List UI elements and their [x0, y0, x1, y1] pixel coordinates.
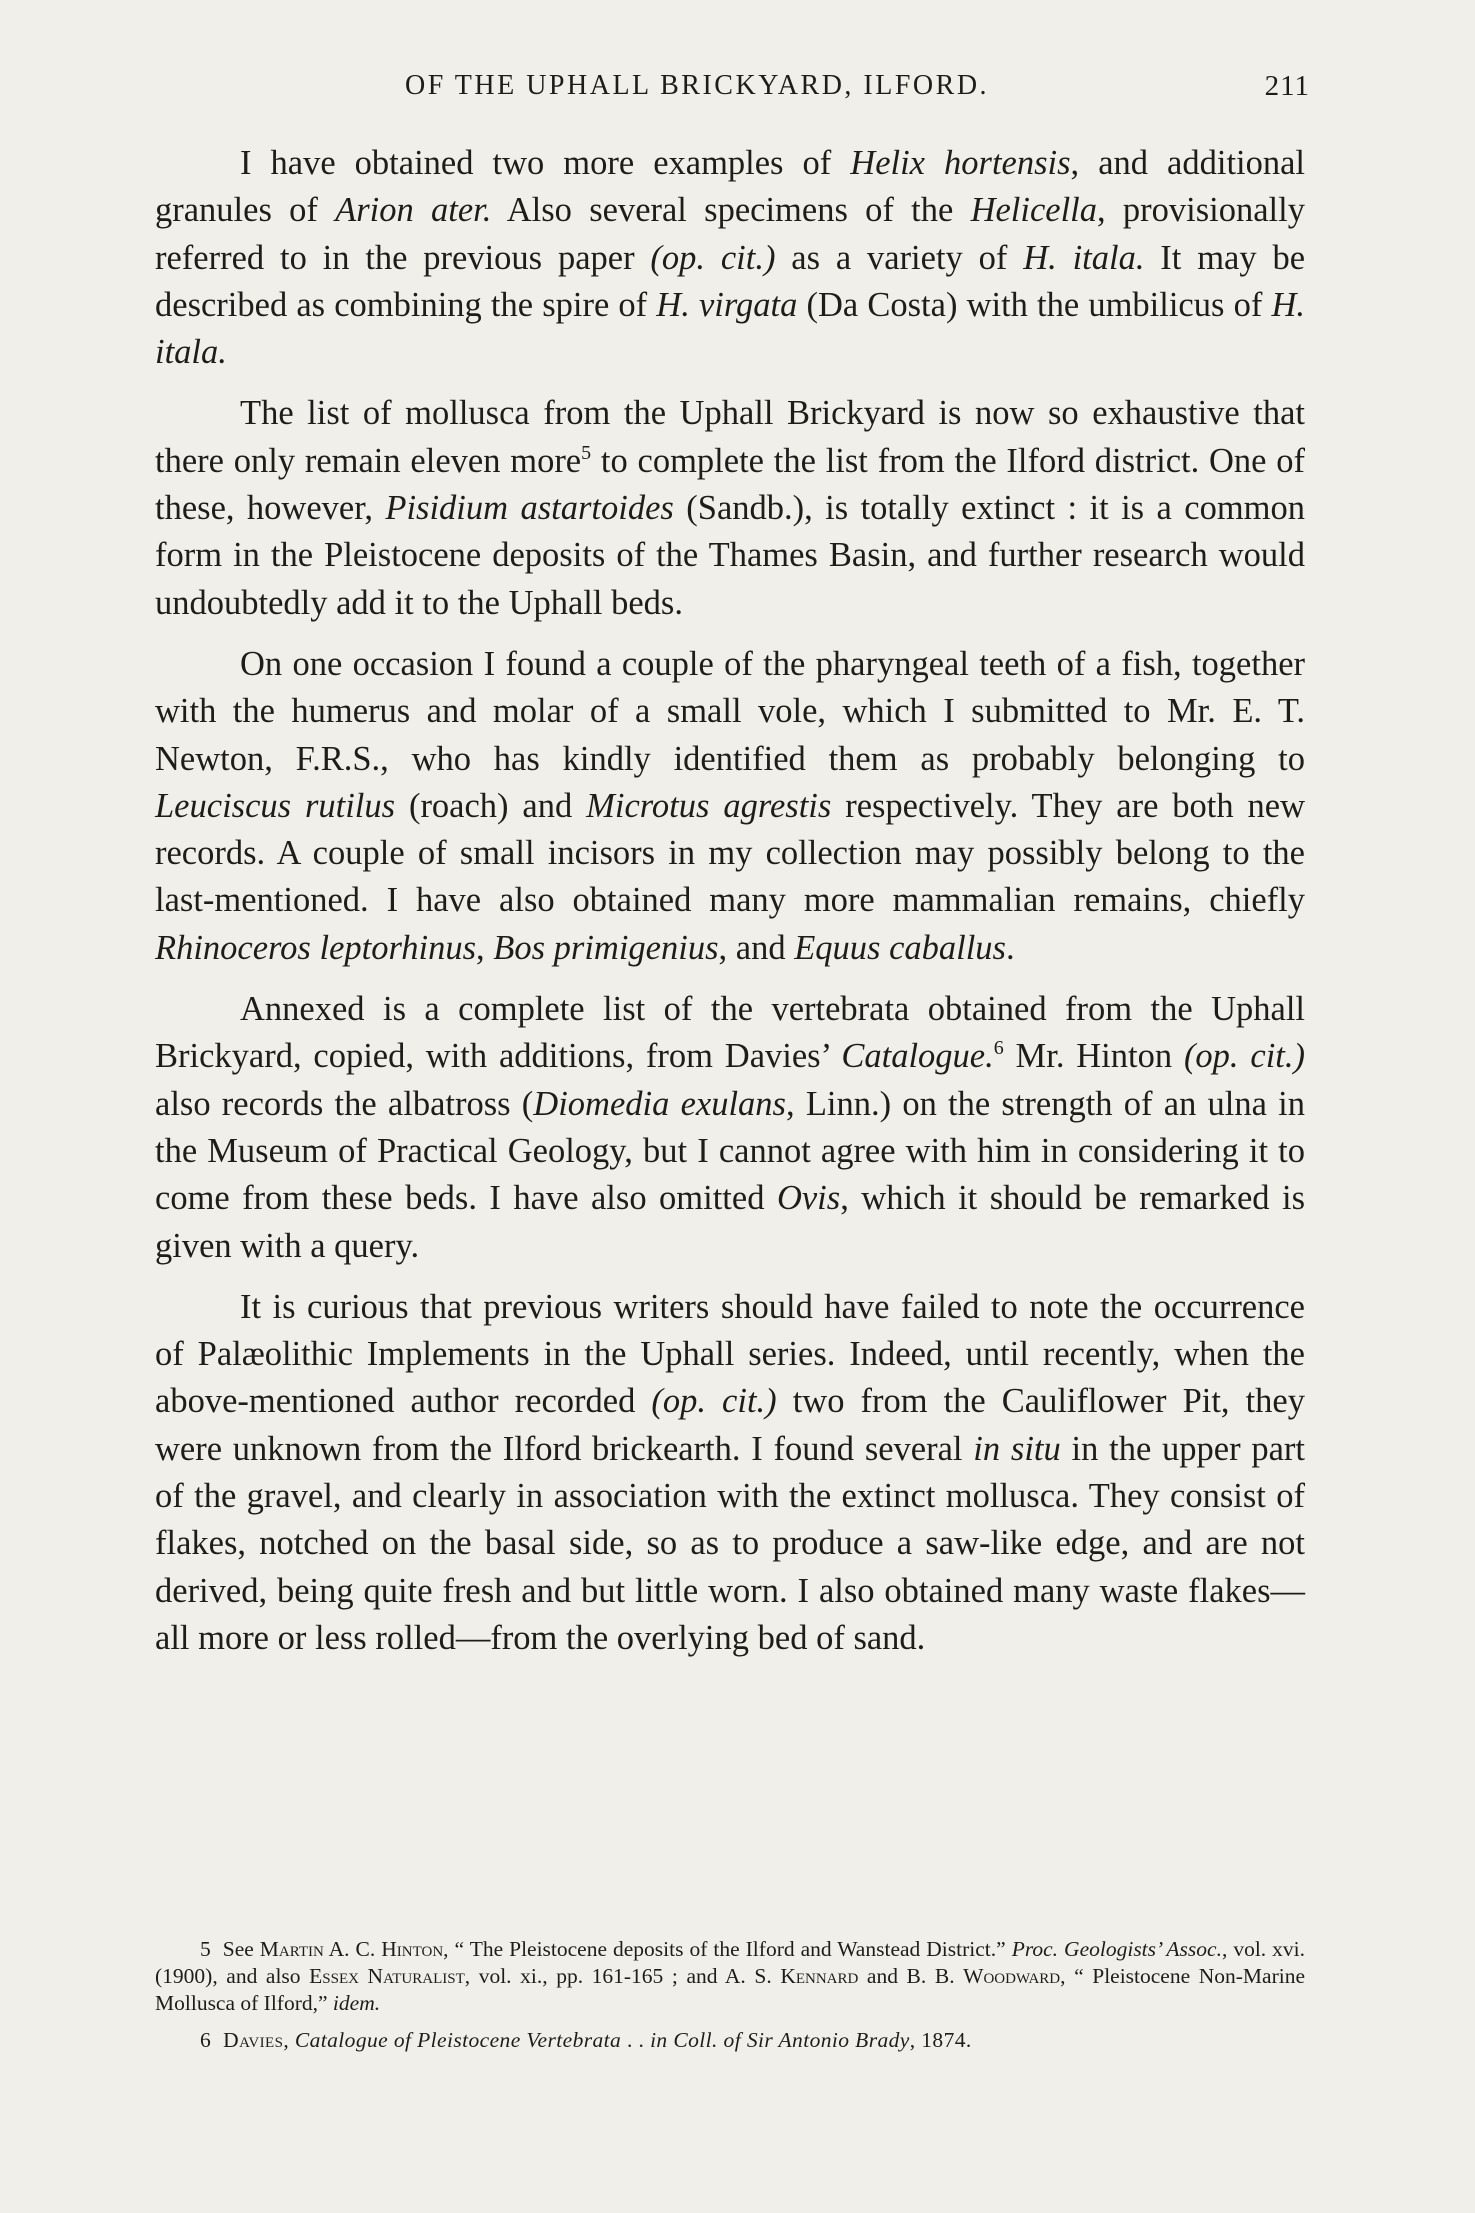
- paragraph-4: [155, 986, 1305, 1270]
- text-run: respectively. They are both new records. A couple of small incisors in my collection may possibly belong to the last-mentioned. I have also obtained many more mammalian remains, chiefly: [155, 786, 1306, 920]
- text-run: Mr. Hinton: [1003, 1037, 1184, 1076]
- text-run: (roach) and: [395, 786, 587, 825]
- text-run: , vol. xi., pp. 161-165 ; and A. S.: [464, 1964, 781, 1988]
- footnote-reference-6[interactable]: 6: [993, 1037, 1004, 1060]
- text-run: , “ The Pleistocene deposits of the Ilford and Wanstead District.”: [443, 1937, 1012, 1961]
- text-run: , and additional granules of: [155, 144, 1306, 230]
- italic-run: Microtus agrestis: [586, 786, 832, 825]
- body-text: [155, 140, 1305, 1676]
- text-run: , “ Pleistocene Non-Marine Mollusca of Ilford,”: [155, 1964, 1306, 2015]
- italic-run: in Coll. of Sir Antonio Brady: [650, 2028, 910, 2052]
- author-name: Martin A. C. Hinton: [259, 1937, 444, 1961]
- italic-run: Catalogue of Pleistocene Vertebrata: [294, 2028, 622, 2052]
- italic-run: Rhinoceros leptorhinus: [155, 928, 477, 967]
- text-run: .: [1006, 928, 1015, 967]
- text-run: as a variety of: [775, 238, 1024, 277]
- text-run: , provisionally referred to in the previous paper: [155, 191, 1305, 277]
- footnote-6: [155, 2027, 1305, 2054]
- italic-run: idem.: [332, 1991, 381, 2015]
- italic-run: Proc. Geologists’ Assoc.: [1011, 1937, 1222, 1961]
- italic-run: Ovis: [776, 1179, 841, 1218]
- author-name: Davies: [223, 2028, 284, 2052]
- text-run: . .: [621, 2028, 651, 2052]
- text-run: also records the albatross (: [155, 1084, 534, 1123]
- italic-run: H. itala.: [1023, 238, 1145, 277]
- text-run: , Linn.) on the strength of an ulna in the Museum of Practical Geology, but I cannot agree with him in considering it to come from these beds. I have also omitted: [155, 1084, 1305, 1218]
- footnote-reference-5[interactable]: 5: [581, 441, 592, 464]
- paragraph-1: [155, 140, 1305, 376]
- italic-run: Diomedia exulans: [533, 1084, 786, 1123]
- page-number: 211: [1264, 70, 1310, 102]
- running-title: OF THE UPHALL BRICKYARD, ILFORD.: [405, 70, 990, 101]
- italic-run: (op. cit.): [650, 238, 776, 277]
- footnote-number: 6: [200, 2028, 212, 2052]
- text-run: On one occasion I found a couple of the pharyngeal teeth of a fish, together with the humerus and molar of a small vole, which I submitted to Mr. E. T. Newton, F.R.S., who has kindly identified them as probably belonging to: [155, 644, 1305, 778]
- text-run: I have obtained two more examples of: [240, 144, 851, 182]
- text-run: to complete the list from the Ilford district. One of these, however,: [155, 441, 1306, 528]
- italic-run: Helicella: [970, 191, 1098, 230]
- text-run: It is curious that previous writers should have failed to note the occurrence of Palæolithic Implements in the Uphall series. Indeed, until recently, when the above-mentioned author recorded: [155, 1287, 1305, 1421]
- footnotes: [155, 1936, 1305, 2062]
- text-run: , vol. xvi. (1900), and also: [155, 1937, 1306, 1988]
- text-run: Annexed is a complete list of the vertebrata obtained from the Uphall Brickyard, copied, with additions, from Davies’: [155, 990, 1305, 1076]
- text-run: The list of mollusca from the Uphall Brickyard is now so exhaustive that there only remain eleven more: [155, 394, 1305, 480]
- italic-run: Pisidium astartoides: [385, 489, 674, 528]
- journal-name: Essex Naturalist: [309, 1964, 465, 1988]
- text-run: , and: [718, 928, 795, 967]
- text-run: two from the Cauliflower Pit, they were unknown from the Ilford brickearth. I found several: [155, 1382, 1305, 1468]
- page-header: [155, 70, 1310, 110]
- italic-run: (op. cit.): [651, 1382, 777, 1421]
- footnote-5: [155, 1936, 1305, 2017]
- text-run: , 1874.: [909, 2028, 972, 2052]
- paragraph-2: [155, 390, 1305, 626]
- italic-run: (op. cit.): [1183, 1037, 1305, 1076]
- italic-run: Leuciscus rutilus: [155, 786, 396, 825]
- text-run: , which it should be remarked is given with a query.: [155, 1179, 1305, 1265]
- footnote-number: 5: [200, 1937, 211, 1961]
- italic-run: Equus caballus: [794, 928, 1006, 967]
- text-run: ,: [476, 928, 494, 967]
- italic-run: Bos primigenius: [493, 928, 719, 967]
- text-run: (Sandb.), is totally extinct : it is a common form in the Pleistocene deposits of the Thames Basin, and further research would undoubtedly add it to the Uphall beds.: [155, 489, 1305, 622]
- text-run: ,: [283, 2028, 295, 2052]
- italic-run: Arion ater.: [335, 191, 492, 230]
- italic-run: Catalogue.: [841, 1037, 994, 1076]
- italic-run: in situ: [973, 1429, 1061, 1468]
- text-run: See: [222, 1937, 260, 1961]
- italic-run: H. virgata: [656, 285, 798, 324]
- paragraph-3: [155, 641, 1305, 972]
- text-run: (Da Costa) with the umbilicus of: [797, 285, 1272, 324]
- author-name: Woodward: [963, 1964, 1061, 1988]
- italic-run: H. itala.: [155, 285, 1305, 372]
- italic-run: Helix hortensis: [850, 144, 1071, 182]
- text-run: in the upper part of the gravel, and clearly in association with the extinct mollusca. They consist of flakes, notched on the basal side, so as to produce a saw-like edge, and are not derived, being quite fresh and but little worn. I also obtained many waste flakes—all more or less rolled—from the overlying bed of sand.: [155, 1429, 1305, 1657]
- text-run: It may be described as combining the spire of: [155, 238, 1306, 324]
- paragraph-5: [155, 1284, 1305, 1662]
- author-name: Kennard: [780, 1964, 859, 1988]
- text-run: and B. B.: [858, 1964, 964, 1988]
- text-run: Also several specimens of the: [491, 191, 971, 230]
